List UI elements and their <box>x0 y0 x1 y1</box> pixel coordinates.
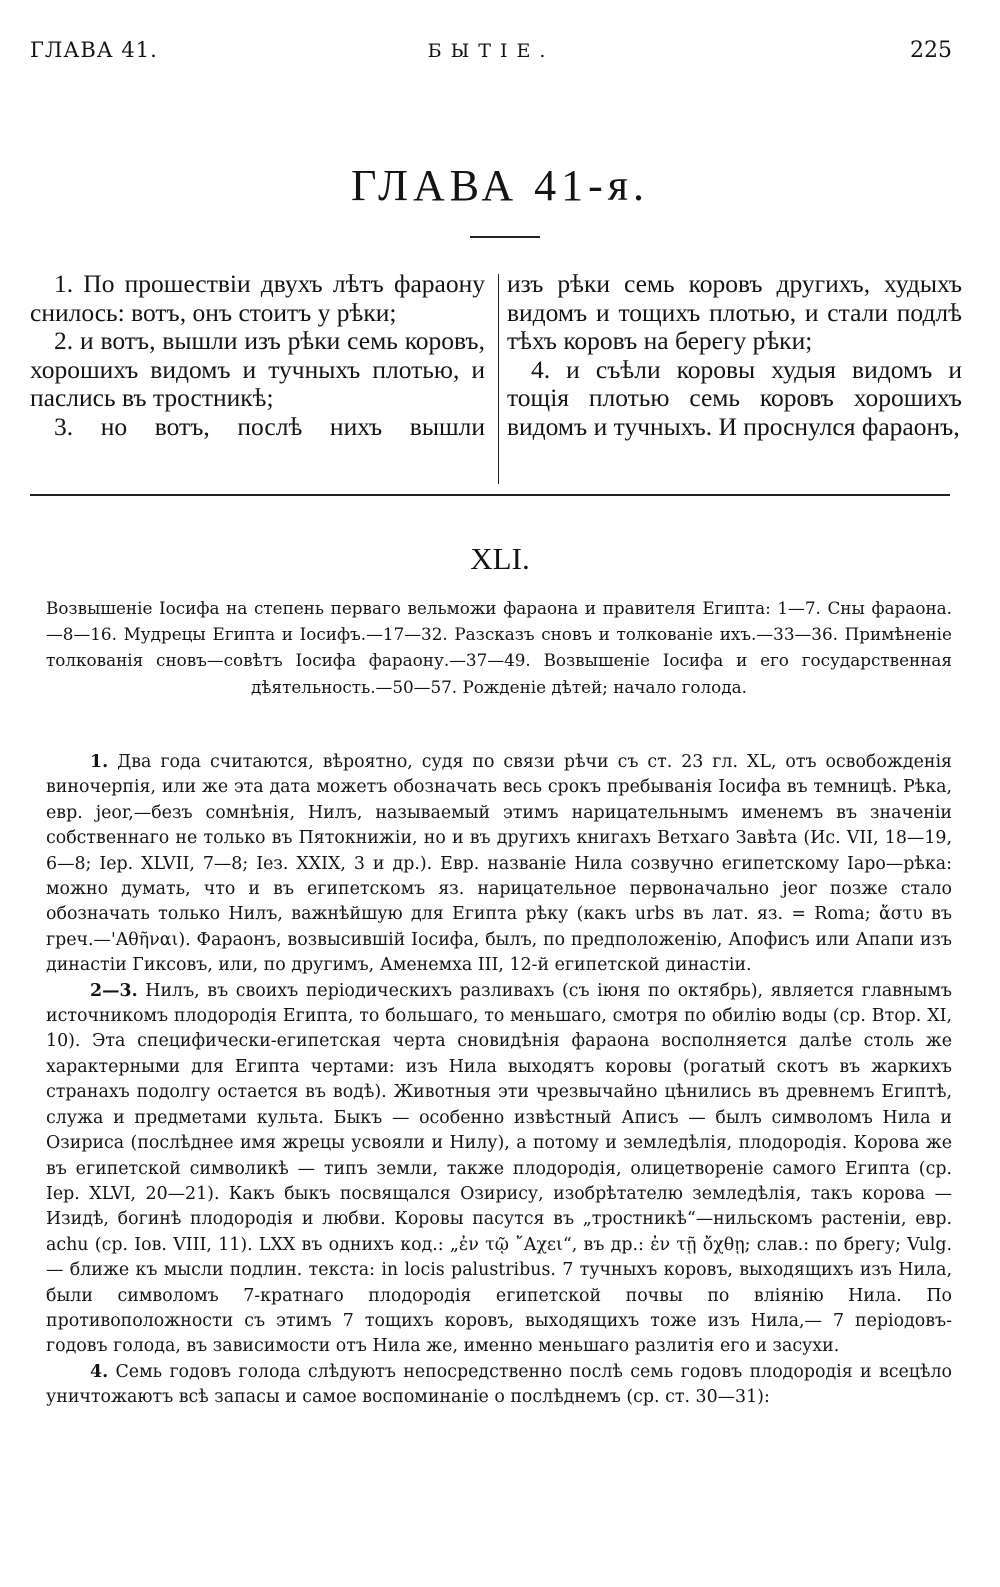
commentary-verse-ref: 1. <box>90 752 109 772</box>
verse-3-end: изъ рѣки семь коровъ другихъ, худыхъ видомъ и тощихъ плотью, и стали подлѣ тѣхъ коровъ на берегу рѣки; <box>507 269 962 355</box>
scripture-rule <box>30 494 950 496</box>
commentary-paragraph <box>46 750 952 979</box>
verse-2: 2. и вотъ, вышли изъ рѣки семь коровъ, хорошихъ видомъ и тучныхъ плотью, и паслись въ тростникѣ; <box>30 326 485 412</box>
header-chapter: ГЛАВА 41. <box>30 38 158 62</box>
title-rule <box>470 236 540 238</box>
scripture-left-column <box>30 270 485 441</box>
header-book-title: БЫТІЕ. <box>427 40 555 62</box>
commentary-verse-ref: 2—3. <box>90 980 138 1001</box>
verse-1: 1. По прошествіи двухъ лѣтъ фараону снилось: вотъ, онъ стоитъ у рѣки; <box>30 269 485 327</box>
scripture-right-column <box>507 270 962 441</box>
running-header <box>30 38 952 72</box>
commentary-verse-ref: 4. <box>90 1361 109 1382</box>
page-number: 225 <box>910 38 952 63</box>
scripture-text <box>30 269 962 492</box>
commentary-paragraph <box>46 1360 952 1411</box>
commentary <box>46 750 952 1411</box>
verse-3-start: 3. но вотъ, послѣ нихъ вышли <box>54 411 485 441</box>
verse-4: 4. и съѣли коровы худыя видомъ и тощія плотью семь коровъ хорошихъ видомъ и тучныхъ. И проснулся фараонъ, <box>507 354 962 441</box>
column-divider <box>498 274 499 484</box>
commentary-text: Нилъ, въ своихъ періодическихъ разливахъ (съ іюня по октябрь), является главнымъ источникомъ плодородія Египта, то большаго, то меньшаго, смотря по обилію воды (ср. Втор. XI, 10). Эта специфически-египетская черта сновидѣнія фараона восполняется далѣе столь же характерными для Египта чертами: изъ Нила выходятъ коровы (рогатый скотъ въ жаркихъ странахъ подолгу остается въ водѣ). Животныя эти чрезвычайно цѣнились въ древнемъ Египтѣ, служа и предметами культа. Быкъ — особенно извѣстный Аписъ — былъ символомъ Нила и Озириса (послѣднее имя жрецы усвояли и Нилу), а потому и земледѣлія, плодородія. Корова же въ египетской символикѣ — типъ земли, также плодородія, олицетвореніе самого Египта (ср. Іер. XLVI, 20—21). Какъ быкъ посвящался Озирису, изобрѣтателю земледѣлія, такъ корова — Изидѣ, богинѣ плодородія и любви. Коровы пасутся въ „тростникѣ“—нильскомъ растеніи, евр. achu (ср. Іов. VIII, 11). LXX въ однихъ код.: „ἐν τῷ ῎Αχει“, въ др.: ἐν τῇ ὄχθῃ; слав.: по брегу; Vulg. — ближе къ мысли подлин. текста: in locis palustribus. 7 тучныхъ коровъ, выходящихъ изъ Нила, были символомъ 7-кратнаго плодородія египетской почвы по вліянію Нила. По противоположности съ этимъ 7 тощихъ коровъ, выходящихъ тоже изъ Нила,— 7 періодовъ-годовъ голода, въ зависимости отъ Нила же, именно меньшаго разлитія его и засухи. <box>46 980 952 1357</box>
chapter-summary: Возвышеніе Іосифа на степень перваго вельможи фараона и правителя Египта: 1—7. Сны фараона.—8—16. Мудрецы Египта и Іосифъ.—17—32. Разсказъ сновъ и толкованіе ихъ.—33—36. Примѣненіе толкованія сновъ—совѣтъ Іосифа фараону.—37—49. Возвышеніе Іосифа и его государственная дѣятельность.—50—57. Рожденіе дѣтей; начало голода. <box>46 598 952 697</box>
commentary-paragraph <box>46 979 952 1360</box>
chapter-title: ГЛАВА 41-я. <box>351 161 649 210</box>
section-number: XLI. <box>470 541 530 576</box>
commentary-text: Два года считаются, вѣроятно, судя по связи рѣчи съ ст. 23 гл. XL, отъ освобожденія виночерпія, или же эта дата можетъ обозначать весь срокъ пребыванія Іосифа въ темницѣ. Рѣка, евр. jeor,—безъ сомнѣнія, Нилъ, называемый этимъ нарицательнымъ именемъ въ значеніи собственнаго не только въ Пятокнижіи, но и въ другихъ книгахъ Ветхаго Завѣта (Ис. VII, 18—19, 6—8; Іер. XLVII, 7—8; Іез. XXIX, 3 и др.). Евр. названіе Нила созвучно египетскому Іаро—рѣка: можно думать, что и въ египетскомъ яз. нарицательное первоначально jeor позже стало обозначать только Нилъ, важнѣйшую для Египта рѣку (какъ urbs въ лат. яз. = Roma; ἄστυ въ греч.—'Αθῆναι). Фараонъ, возвысившій Іосифа, былъ, по предположенію, Апофисъ или Апапи изъ династіи Гиксовъ, или, по другимъ, Аменемха III, 12-й египетской династіи. <box>46 752 952 976</box>
commentary-text: Семь годовъ голода слѣдуютъ непосредственно послѣ семь годовъ плодородія и всецѣло уничтожаютъ всѣ запасы и самое воспоминаніе о послѣднемъ (ср. ст. 30—31): <box>46 1361 952 1408</box>
